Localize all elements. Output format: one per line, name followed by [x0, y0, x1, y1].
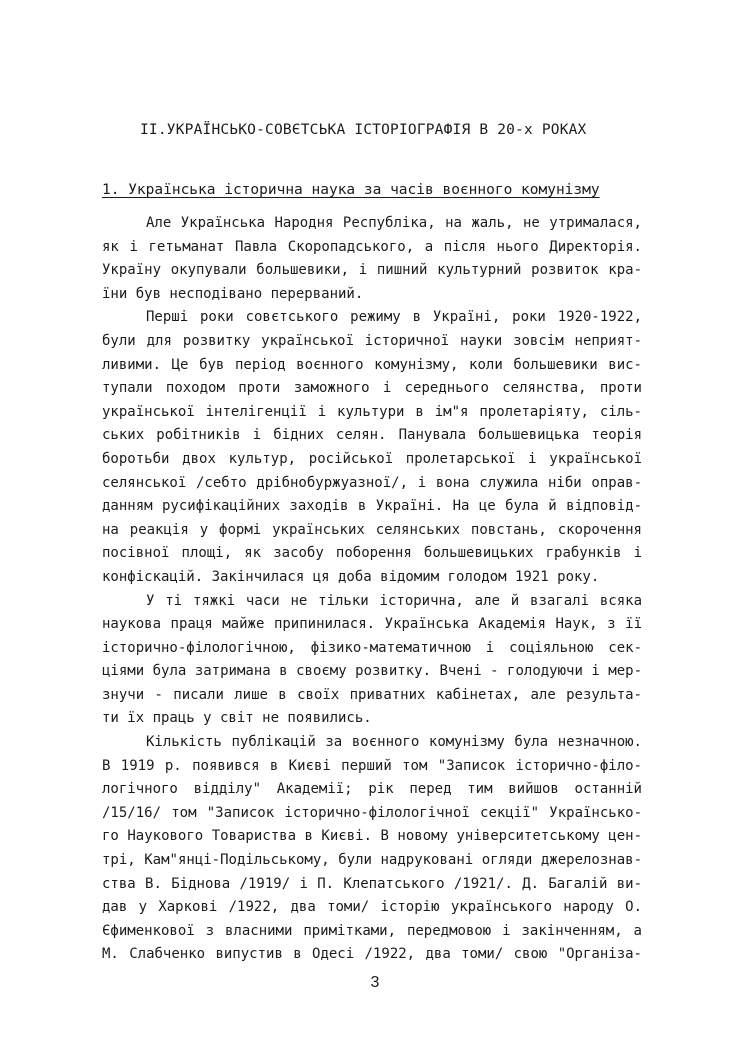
text-line: ціями була затримана в своєму розвитку. Вчені - голодуючи і мер-	[102, 663, 642, 680]
text-line: ти їх праць у світ не появились.	[102, 710, 372, 727]
text-line: трі, Кам"янці-Подільському, були надруковані огляди джерелознав-	[102, 852, 642, 869]
text-line: Кількість публікацій за воєнного комунізму була незначною.	[146, 734, 642, 751]
text-line: як і гетьманат Павла Скоропадського, а після нього Директорія.	[102, 238, 642, 255]
page-number: 3	[370, 974, 380, 991]
text-line: У ті тяжкі часи не тільки історична, але й взагалі всяка	[146, 592, 642, 609]
text-line: на реакція у формі українських селянських повстань, скорочення	[102, 521, 642, 538]
text-line: були для розвитку української історичної науки зовсім неприят-	[102, 332, 642, 349]
text-line: В 1919 р. появився в Києві перший том "Записок історично-філо-	[102, 757, 642, 774]
text-line: Але Українська Народня Республіка, на жаль, не утрималася,	[146, 215, 642, 231]
chapter-title: II.УКРАЇНСЬКО-СОВЄТСЬКА ІСТОРІОГРАФІЯ В 20-х РОКАХ	[140, 122, 587, 138]
text-line: знучи - писали лише в своїх приватних кабінетах, але результа-	[102, 686, 642, 703]
text-line: тупали походом проти заможного і середнього селянства, проти	[102, 380, 642, 397]
text-line: української інтелігенції і культури в ім"я пролетаріяту, сіль-	[102, 403, 642, 420]
text-line: боротьби двох культур, російської пролетарської і української	[102, 450, 642, 467]
paragraph	[102, 306, 642, 589]
text-line: ства В. Біднова /1919/ і П. Клепатського /1921/. Д. Багалій ви-	[102, 875, 642, 892]
body-text	[102, 212, 642, 967]
paragraph	[102, 212, 642, 306]
text-line: логічного відділу" Академії; рік перед тим вийшов останній	[102, 781, 642, 798]
text-line: їни був несподівано перерваний.	[102, 285, 364, 302]
text-line: М. Слабченко випустив в Одесі /1922, два томи/ свою "Організа-	[102, 946, 642, 963]
text-line: /15/16/ том "Записок історично-філологічної секції" Українсько-	[102, 804, 642, 821]
text-line: конфіскацій. Закінчилася ця доба відомим голодом 1921 року.	[102, 568, 600, 585]
text-line: ських робітників і бідних селян. Панувала большевицька теорія	[102, 427, 642, 444]
section-heading: 1. Українська історична наука за часів воєнного комунізму	[102, 182, 600, 198]
text-line: історично-філологічною, фізико-математичною і соціяльною сек-	[102, 639, 642, 656]
paragraph	[102, 590, 642, 732]
text-line: наукова праця майже припинилася. Українська Академія Наук, з її	[102, 616, 642, 633]
text-line: ливими. Це був період воєнного комунізму, коли большевики вис-	[102, 356, 642, 373]
paragraph	[102, 731, 642, 967]
text-line: посівної площі, як засобу поборення большевицьких грабунків і	[102, 545, 642, 562]
text-line: Перші роки совєтського режиму в Україні, роки 1920-1922,	[146, 309, 642, 326]
text-line: Україну окупували большевики, і пишний культурний розвиток кра-	[102, 262, 642, 279]
text-line: селянської /себто дрібнобуржуазної/, і вона служила ніби оправ-	[102, 474, 642, 491]
text-line: Єфименкової з власними примітками, передмовою і закінченням, а	[102, 922, 642, 939]
text-line: дав у Харкові /1922, два томи/ історію українського народу О.	[102, 899, 642, 916]
text-line: го Наукового Товариства в Києві. В новому університетському цен-	[102, 828, 642, 845]
text-line: данням русифікаційних заходів в Україні. На це була й відповід-	[102, 498, 642, 515]
